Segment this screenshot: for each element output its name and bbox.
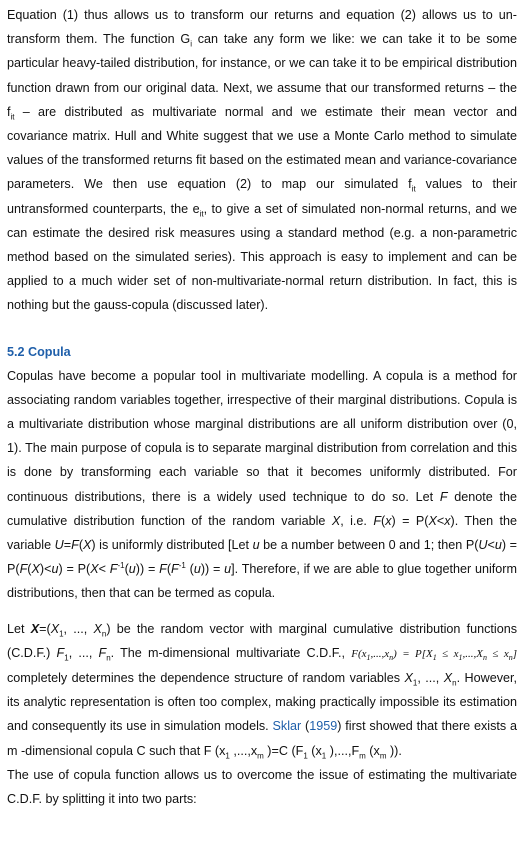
paragraph-multivariate-cdf: Let $X=(X_1$, ..., $X_n$) be the random vector with marginal cumulative distribution functions (C.D.F.) $F_1$, ..., $F_n$. The m-dimensional multivariate C.D.F., $F(x_1,...,x_n) = P[X_1 \le x_1,...,X_n \le x_n]$ completely determines the dependence structure of random variables $X_1$, ..., $X_n$. However, its analytic representation is often too complex, making practically impossible its estimation and consequently its use in simulation models. Sklar (1959) first showed that there exists a m -dimensional copula C such that F ($x_1$ $,...,x_m$ )=C ($F_1$ ($x_1$ )$,...,F_m$ ($x_m$ )).	[7, 621, 518, 761]
citation-link[interactable]: Sklar	[272, 719, 302, 734]
cdf-formula: $F(x_1,...,x_n) = P[X_1 \le x_1,...,X_n \le x_n]$	[351, 647, 518, 663]
section-heading: 5.2 Copula	[7, 344, 71, 359]
citation-year-link[interactable]: 1959	[309, 719, 338, 734]
paragraph-transform-returns: Equation (1) thus allows us to transform our returns and equation (2) allows us to un-transform them. The function $G_i$ can take any form we like: we can take it to be some particular heavy-tailed distribution, for instance, or we can take it to be empirical distribution function drawn from our original data. Next, we assume that our transformed returns – the $f_{it}$ – are distributed as multivariate normal and we estimate their mean vector and covariance matrix. Hull and White suggest that we use a Monte Carlo method to simulate values of the transformed returns fit based on the estimated mean and variance-covariance parameters. We then use equation (2) to map our simulated $f_{it}$ values to their untransformed counterparts, the $e_{it}$, to give a set of simulated non-normal returns, and we can estimate the desired risk measures using a standard method (e.g. a non-parametric method based on the simulated series). This approach is easy to implement and can be applied to a much wider set of non-multivariate-normal return distribution. In fact, this is nothing but the gauss-copula (discussed later).	[7, 8, 517, 313]
paragraph-copula-use: The use of copula function allows us to overcome the issue of estimating the multivariate C.D.F. by splitting it into two parts:	[7, 767, 517, 807]
document-page	[7, 0, 517, 811]
paragraph-copula-intro: Copulas have become a popular tool in multivariate modelling. A copula is a method for associating random variables together, irrespective of their marginal distributions. Copula is a multivariate distribution whose marginal distributions are all uniform distribution over (0, 1). The main purpose of copula is to separate marginal distribution from correlation and this is done by transforming each variable so that it becomes uniformly distributed. For continuous distributions, there is a widely used technique to do so. Let F denote the cumulative distribution function of the random variable X, i.e. F(x) = P(X<x). Then the variable U=F(X) is uniformly distributed [Let u be a number between 0 and 1; then $P(U<u) = P(F(X)<u) = P(X< F^{-1}(u)) = F(F^{-1}$ (u)) = u]. Therefore, if we are able to glue together uniform distributions, then that can be termed as copula.	[7, 368, 518, 601]
